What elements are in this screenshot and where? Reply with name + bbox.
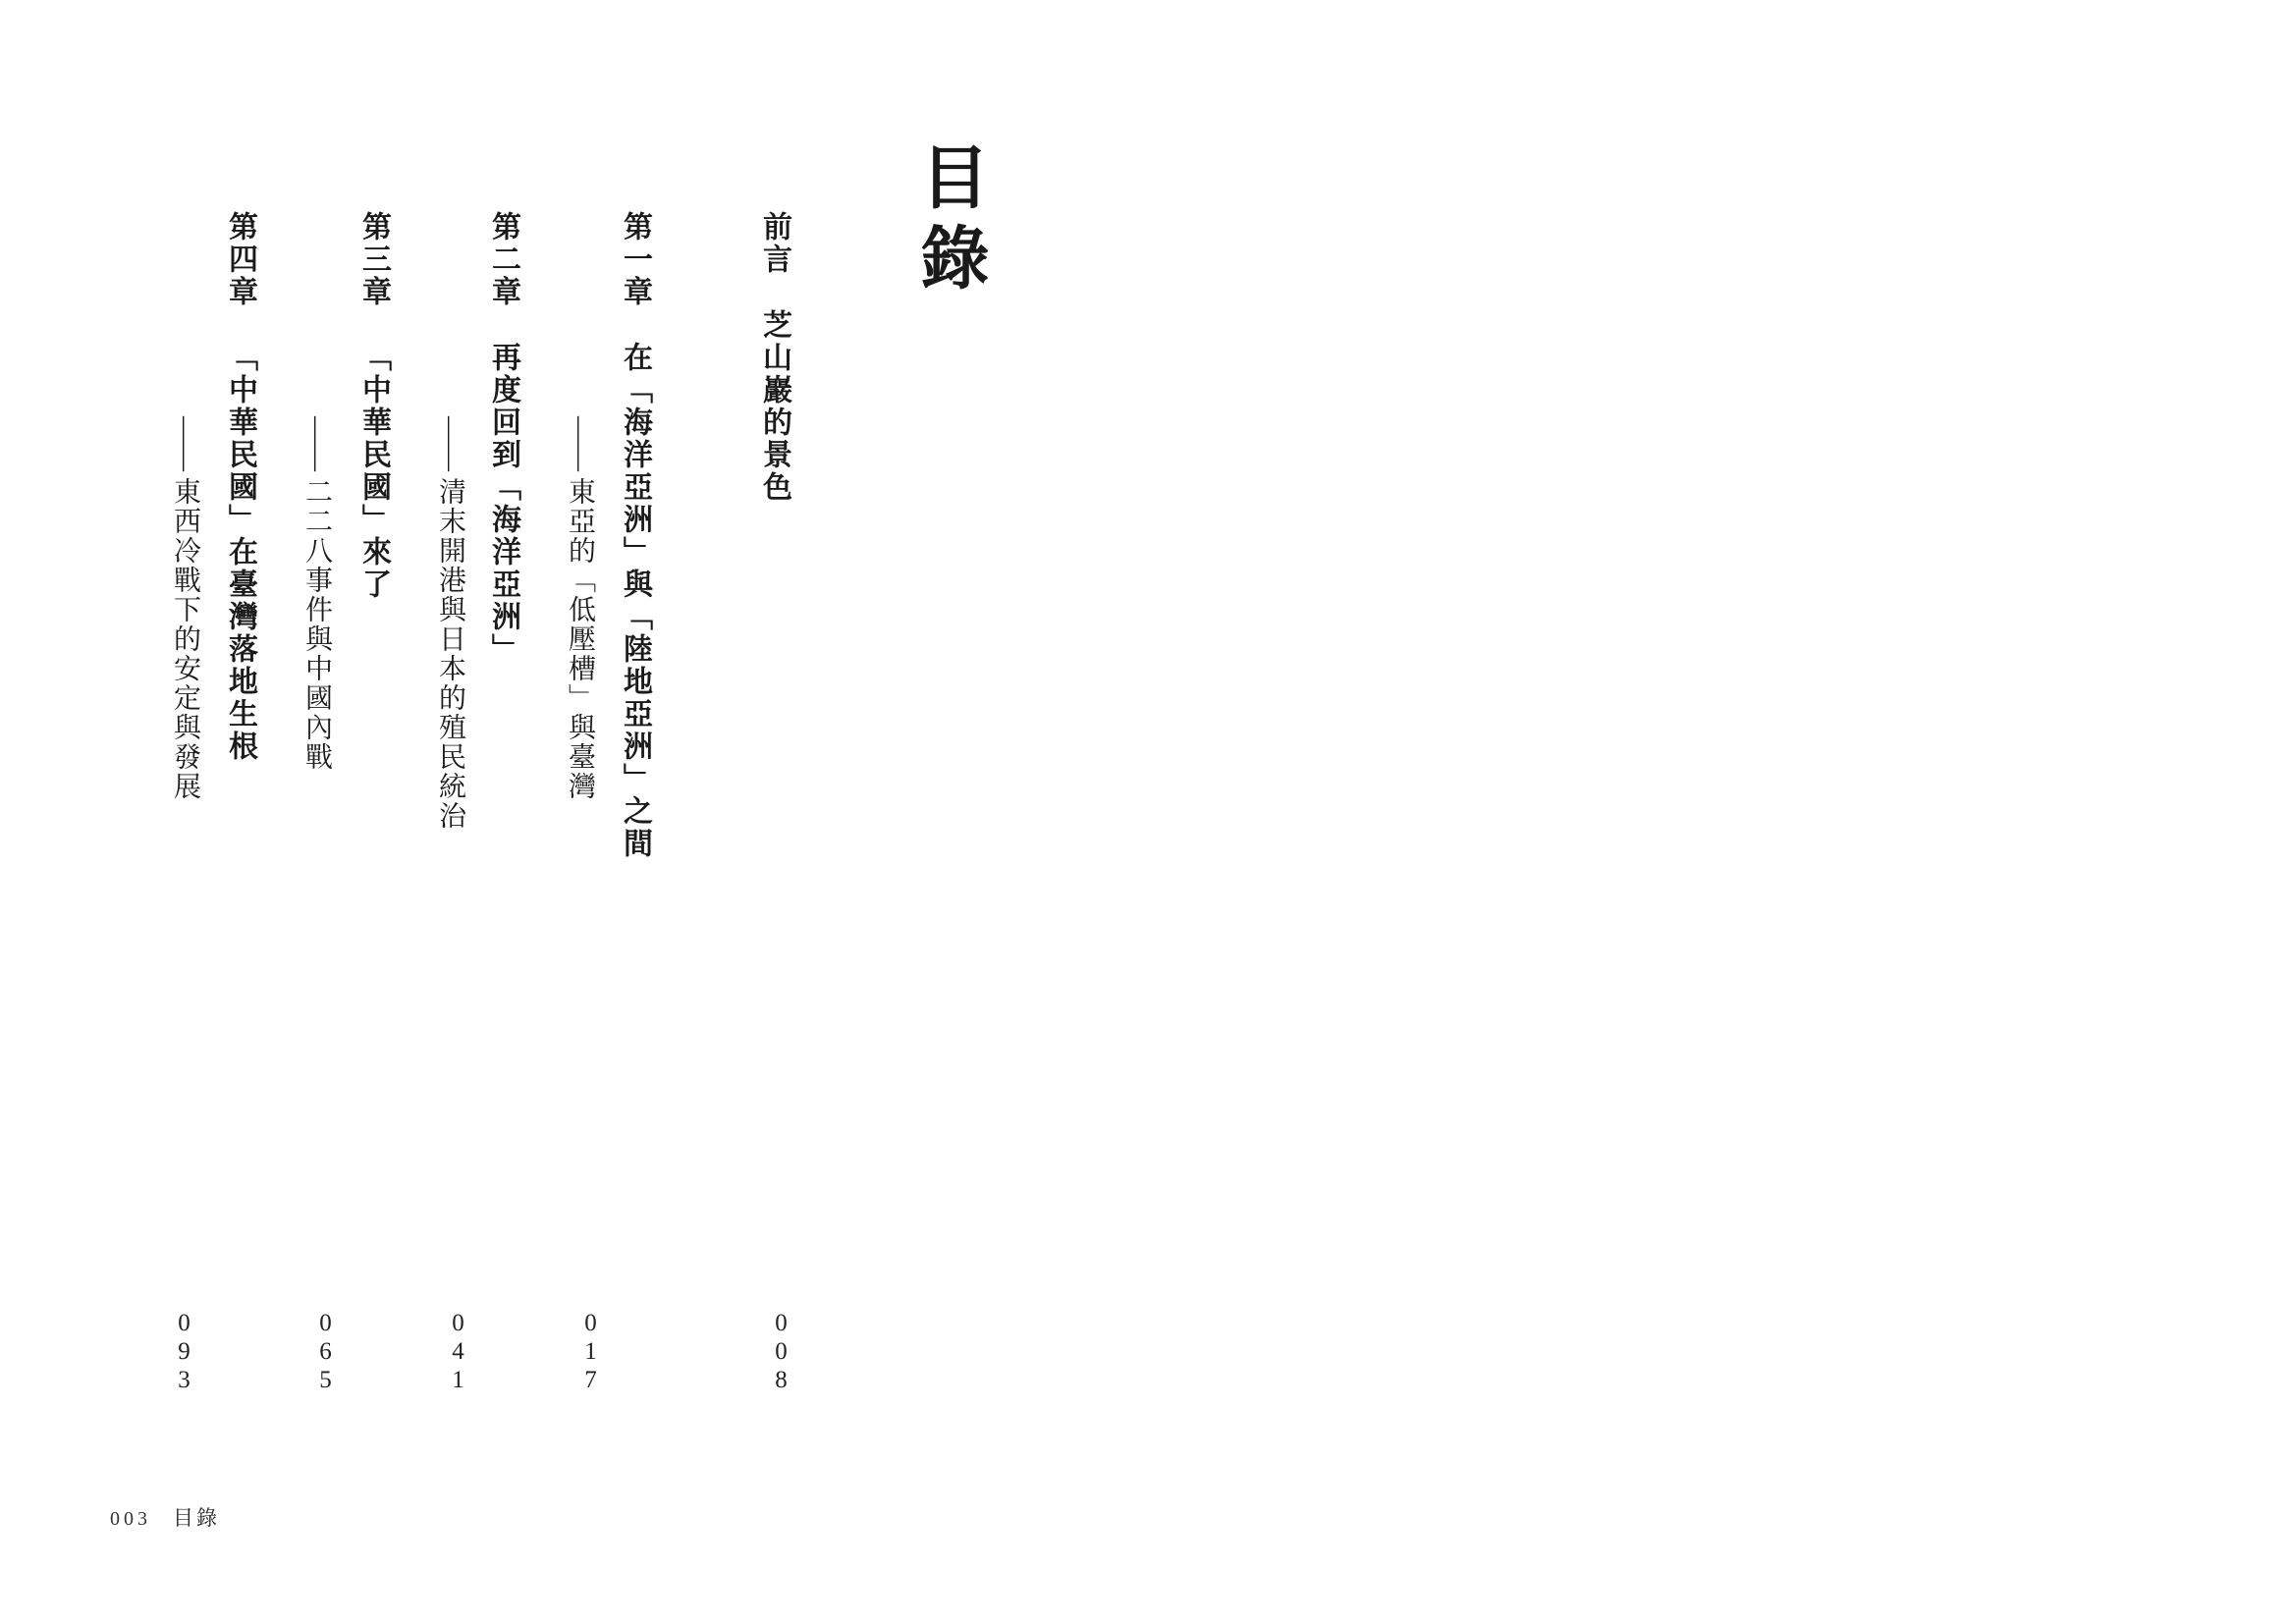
toc-entry-subtitle: 東亞的「低壓槽」與臺灣 [565,477,595,801]
em-dash: —— [435,416,465,471]
toc-entry-chapter-2-subtitle [436,416,469,907]
toc-entry-page-number: 008 [768,1310,794,1395]
toc-entry-chapter-4-subtitle [171,416,204,907]
toc-entry-page-number: 093 [171,1310,197,1395]
toc-entry-page-number: 041 [445,1310,471,1395]
toc-entry-chapter-1-subtitle [566,416,599,907]
toc-entry-preface [758,211,795,918]
toc-entry-title: 在「海洋亞洲」與「陸地亞洲」之間 [619,342,651,860]
em-dash: —— [170,416,200,471]
toc-entry-label: 第二章 [487,211,519,308]
toc-entry-title: 芝山巖的景色 [758,309,790,504]
toc-entry-subtitle: 東西冷戰下的安定與發展 [170,477,200,801]
page-title: 目錄 [910,141,986,302]
toc-entry-chapter-2 [487,211,524,918]
toc-entry-label: 第一章 [619,211,651,308]
toc-entry-page-number: 065 [312,1310,339,1395]
footer-page-number: 003 [110,1508,151,1530]
toc-entry-subtitle: 清末開港與日本的殖民統治 [435,477,465,831]
toc-entry-title: 「中華民國」在臺灣落地生根 [224,342,256,763]
em-dash: —— [565,416,595,471]
toc-entry-chapter-1 [619,211,656,918]
toc-entry-chapter-3 [357,211,395,918]
toc-entry-label: 第三章 [357,211,390,308]
toc-entry-subtitle: 二二八事件與中國內戰 [301,477,332,772]
footer-section-label: 目錄 [173,1506,220,1530]
toc-entry-chapter-3-subtitle [302,416,336,907]
toc-entry-page-number: 017 [577,1310,604,1395]
toc-entry-label: 前言 [758,211,790,276]
toc-entry-chapter-4 [224,211,261,918]
toc-entry-title: 「中華民國」來了 [357,342,390,601]
em-dash: —— [301,416,332,471]
page-footer [110,1502,220,1532]
toc-entry-title: 再度回到「海洋亞洲」 [487,342,519,666]
toc-entry-label: 第四章 [224,211,256,308]
